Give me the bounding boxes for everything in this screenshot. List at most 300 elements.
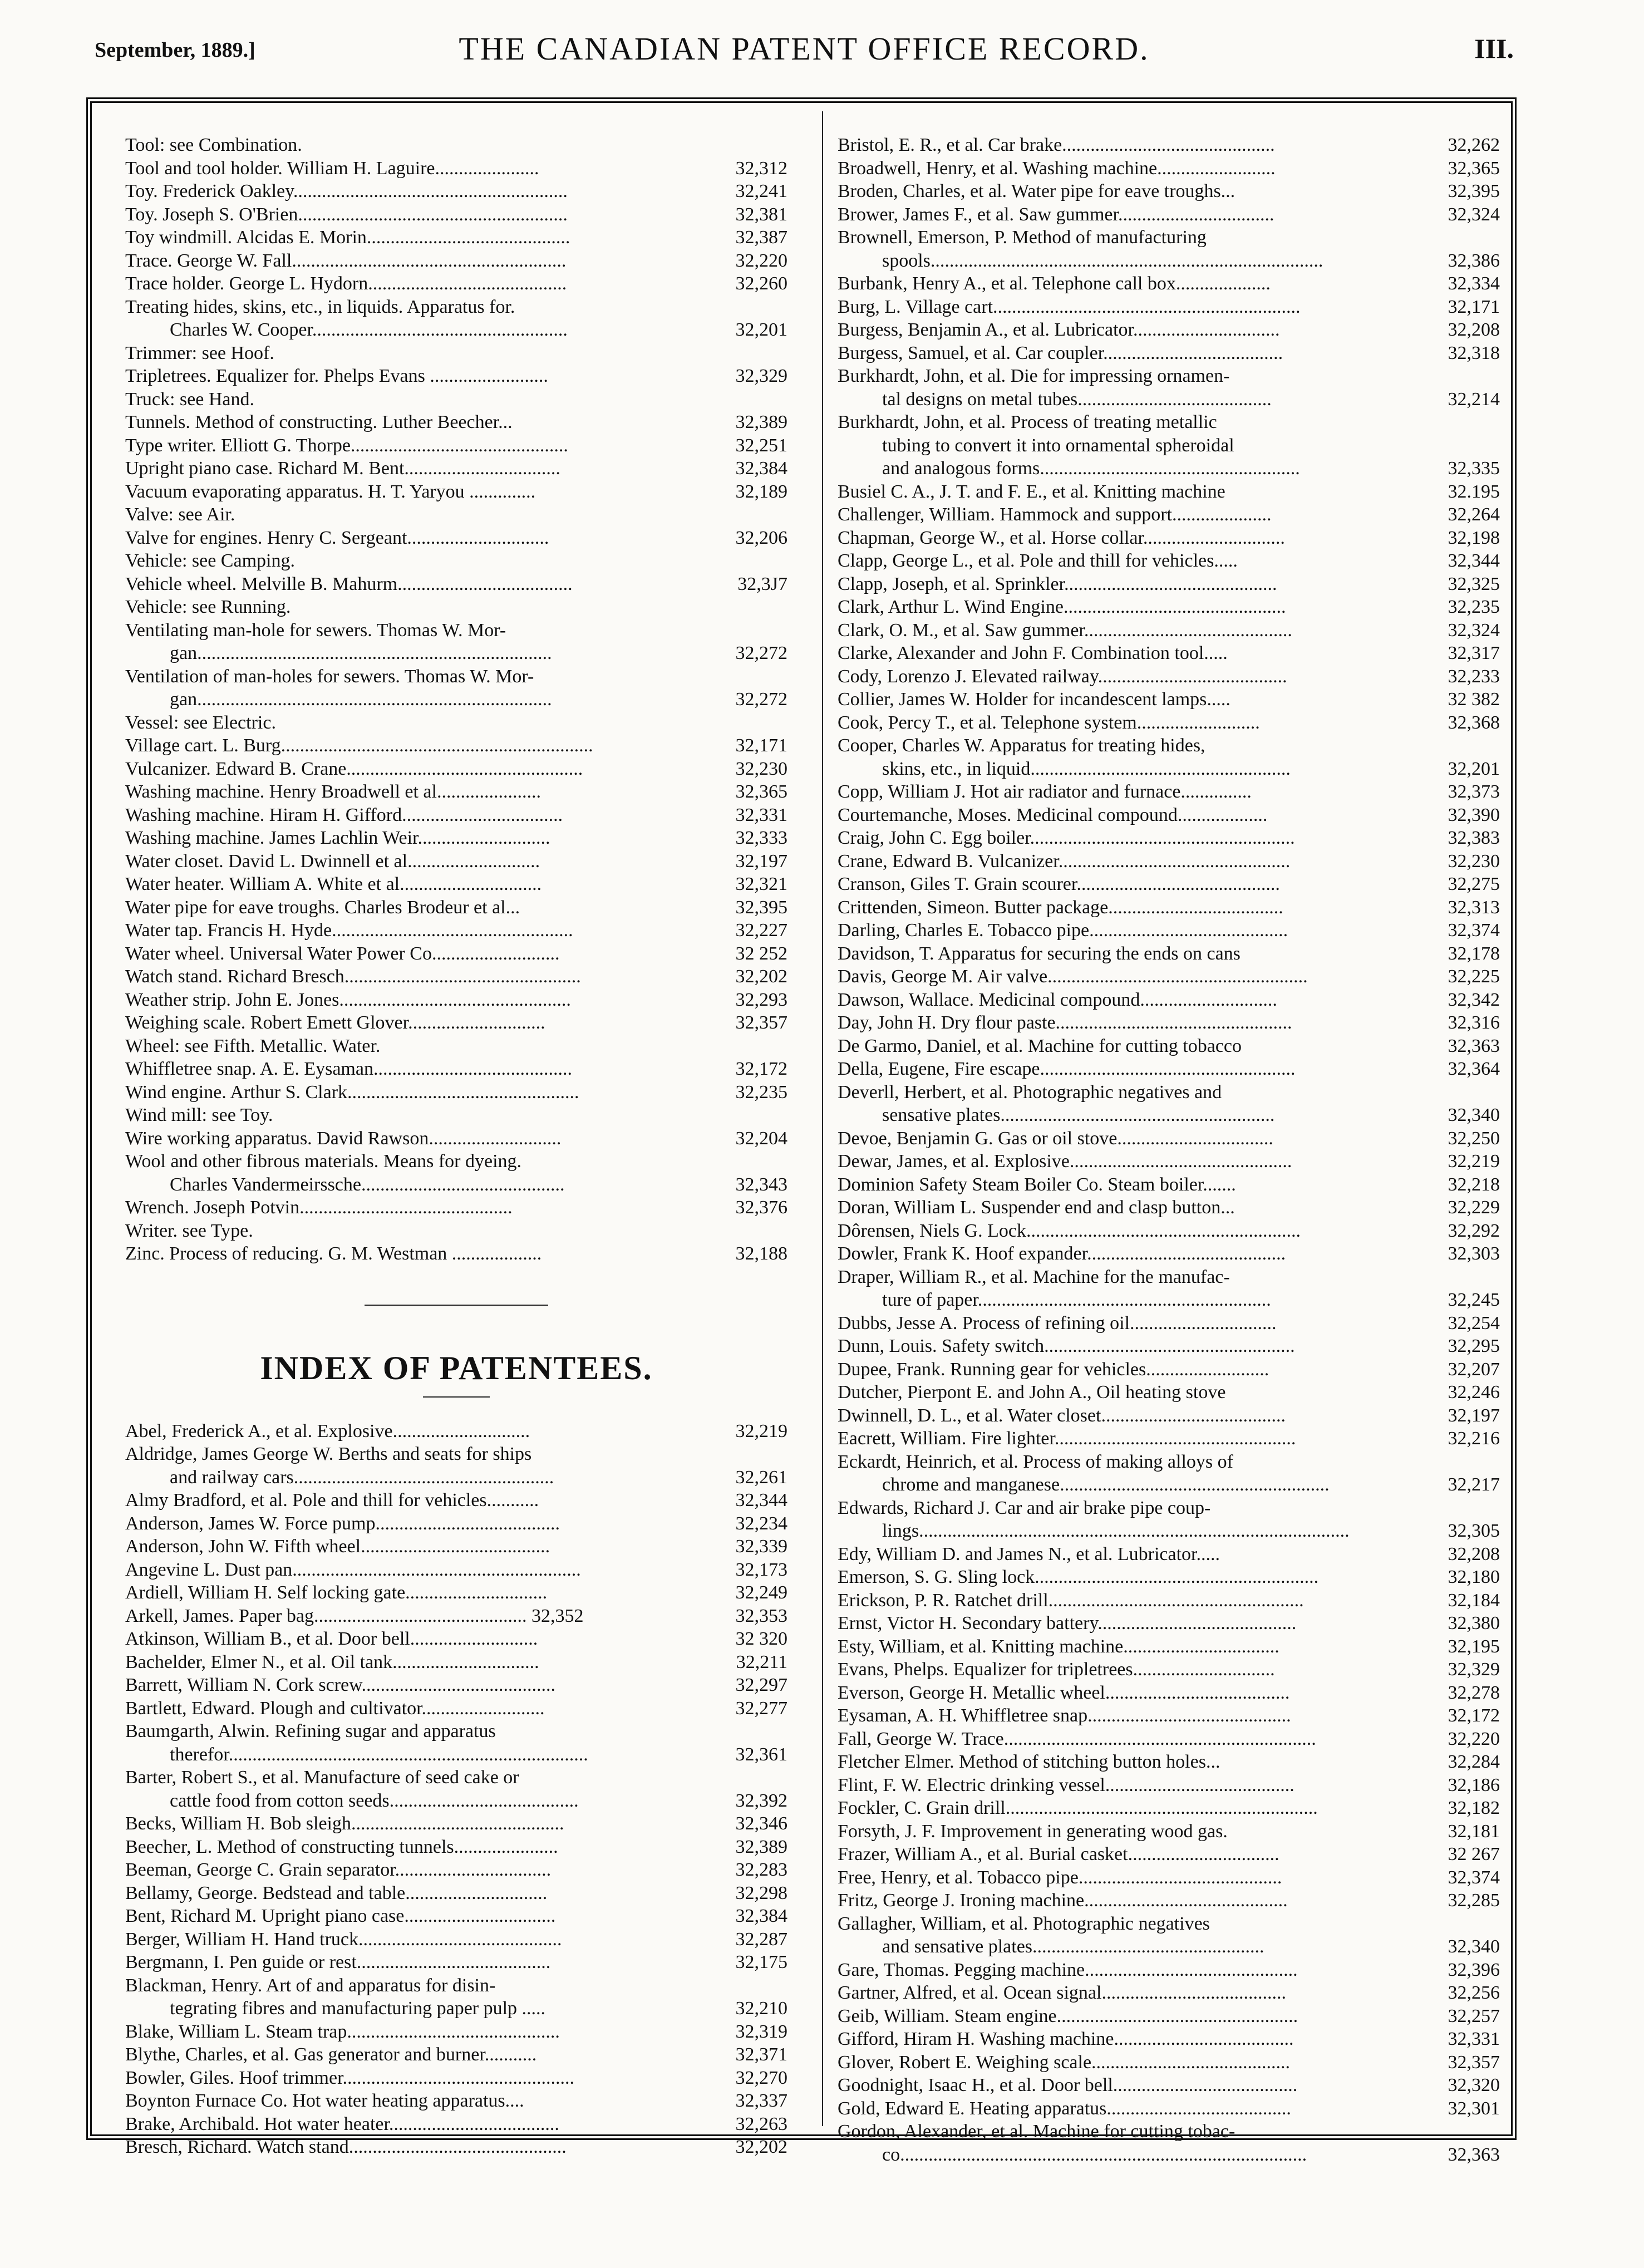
- list-item: [838, 1681, 1500, 1705]
- entry-text: Writer. see Type.: [125, 1220, 253, 1241]
- patent-number: 32,344: [1448, 550, 1500, 571]
- patent-number: 32,384: [735, 458, 787, 479]
- list-item: [838, 873, 1500, 896]
- list-item: [125, 1743, 787, 1767]
- list-item: [125, 1081, 787, 1104]
- list-item: [125, 1766, 787, 1789]
- patent-number: 32,339: [735, 1536, 787, 1557]
- entry-text: Ernst, Victor H. Secondary battery..........................................: [838, 1613, 1297, 1634]
- entry-text: Evans, Phelps. Equalizer for tripletrees..............................: [838, 1659, 1275, 1680]
- entry-text: Draper, William R., et al. Machine for the manufac-: [838, 1266, 1230, 1287]
- patent-number: 32,3J7: [737, 573, 787, 594]
- entry-text: Cody, Lorenzo J. Elevated railway........................................: [838, 666, 1287, 687]
- list-item: [125, 988, 787, 1012]
- list-item: [838, 2143, 1500, 2167]
- entry-text: Clapp, Joseph, et al. Sprinkler.............................................: [838, 573, 1277, 594]
- entry-text: Gartner, Alfred, et al. Ocean signal.......................................: [838, 1982, 1286, 2003]
- list-item: [125, 1997, 787, 2020]
- entry-text: Della, Eugene, Fire escape......................................................: [838, 1059, 1296, 1079]
- list-item: [125, 711, 787, 735]
- patent-number: 32.195: [1448, 481, 1500, 502]
- patent-number: [707, 1104, 787, 1127]
- list-item: [125, 1489, 787, 1512]
- entry-text: Free, Henry, et al. Tobacco pipe...........................................: [838, 1867, 1282, 1888]
- entry-text: Vehicle: see Camping.: [125, 550, 295, 571]
- entry-text: therefor............................................................................: [170, 1744, 588, 1765]
- entry-text: Dowler, Frank K. Hoof expander..........................................: [838, 1243, 1286, 1264]
- patent-number: 32,263: [735, 2113, 787, 2134]
- patent-number: 32,363: [1448, 2144, 1500, 2165]
- patent-number: 32,396: [1448, 1959, 1500, 1980]
- entry-text: Charles W. Cooper......................................................: [170, 319, 568, 340]
- patent-number: [707, 296, 787, 319]
- entry-text: Anderson, James W. Force pump.......................................: [125, 1513, 560, 1534]
- entry-text: Gallagher, William, et al. Photographic negatives: [838, 1913, 1210, 1934]
- entry-text: Wind engine. Arthur S. Clark.................................................: [125, 1081, 579, 1103]
- list-item: [125, 1219, 787, 1243]
- list-item: [838, 1358, 1500, 1381]
- list-item: [838, 919, 1500, 942]
- entry-text: Esty, William, et al. Knitting machine.................................: [838, 1636, 1279, 1657]
- patent-number: 32,210: [735, 1998, 787, 2019]
- list-item: [838, 1981, 1500, 2005]
- patent-number: 32,225: [1448, 966, 1500, 987]
- list-item: [838, 1543, 1500, 1566]
- patent-number: 32,383: [1448, 828, 1500, 848]
- entry-text: Atkinson, William B., et al. Door bell...........................: [125, 1629, 538, 1649]
- patent-number: 32,331: [1448, 2029, 1500, 2049]
- patent-number: 32,321: [735, 874, 787, 894]
- patent-number: 32,234: [735, 1513, 787, 1534]
- right-column: [838, 134, 1500, 2166]
- patent-number: 32,292: [1448, 1220, 1500, 1241]
- patent-number: 32,260: [735, 273, 787, 294]
- list-item: [125, 1035, 787, 1058]
- patent-number: [707, 1150, 787, 1173]
- patent-number: 32,316: [1448, 1012, 1500, 1033]
- patent-number: 32,395: [1448, 181, 1500, 201]
- list-item: [125, 2067, 787, 2090]
- patent-number: 32,188: [735, 1243, 787, 1264]
- list-item: [838, 804, 1500, 827]
- entry-text: tegrating fibres and manufacturing paper pulp .....: [170, 1998, 546, 2019]
- patent-number: [707, 1035, 787, 1058]
- list-item: [125, 1196, 787, 1219]
- patent-number: 32,363: [1448, 1035, 1500, 1056]
- list-item: [838, 411, 1500, 434]
- list-item: [838, 1196, 1500, 1219]
- patent-number: 32,340: [1448, 1105, 1500, 1125]
- list-item: [125, 480, 787, 504]
- entry-text: and analogous forms.......................................................: [882, 458, 1300, 479]
- patent-number: [707, 1219, 787, 1243]
- entry-text: Baumgarth, Alwin. Refining sugar and apparatus: [125, 1721, 496, 1741]
- patent-number: 32,380: [1448, 1613, 1500, 1634]
- entry-text: Valve: see Air.: [125, 504, 235, 525]
- patent-number: 32,251: [735, 435, 787, 456]
- list-item: [838, 1774, 1500, 1797]
- entry-text: Berger, William H. Hand truck...........................................: [125, 1928, 562, 1950]
- patent-number: 32,386: [1448, 250, 1500, 271]
- patent-number: 32,214: [1448, 388, 1500, 410]
- entry-text: Dunn, Louis. Safety switch.....................................................: [838, 1336, 1295, 1356]
- list-item: [838, 711, 1500, 735]
- patent-number: 32,365: [735, 781, 787, 802]
- patent-number: 32,202: [735, 2137, 787, 2157]
- list-item: [838, 1912, 1500, 1936]
- list-item: [125, 1651, 787, 1674]
- patent-number: [1420, 734, 1500, 757]
- patent-number: 32,256: [1448, 1982, 1500, 2003]
- entry-text: Type writer. Elliott G. Thorpe..............................................: [125, 435, 568, 456]
- entry-text: Ventilating man-hole for sewers. Thomas W. Mor-: [125, 619, 506, 641]
- patent-number: 32,257: [1448, 2005, 1500, 2026]
- entry-text: Wind mill: see Toy.: [125, 1105, 273, 1125]
- patent-number: 32,317: [1448, 643, 1500, 663]
- entry-text: Boynton Furnace Co. Hot water heating apparatus....: [125, 2090, 524, 2111]
- patent-number: [707, 665, 787, 688]
- entry-text: Blake, William L. Steam trap.............................................: [125, 2021, 560, 2042]
- patent-number: 32,198: [1448, 527, 1500, 548]
- patent-number: 32,206: [735, 527, 787, 548]
- list-item: [838, 1866, 1500, 1890]
- entry-text: Cranson, Giles T. Grain scourer...........................................: [838, 874, 1280, 894]
- entry-text: Burbank, Henry A., et al. Telephone call box....................: [838, 273, 1271, 294]
- list-item: [838, 1104, 1500, 1127]
- entry-text: Vehicle: see Running.: [125, 597, 291, 617]
- entry-text: Crane, Edward B. Vulcanizer.................................................: [838, 850, 1291, 872]
- entry-text: Anderson, John W. Fifth wheel........................................: [125, 1536, 550, 1557]
- entry-text: Dawson, Wallace. Medicinal compound.............................: [838, 989, 1277, 1010]
- entry-text: Gare, Thomas. Pegging machine.............................................: [838, 1959, 1298, 1980]
- list-item: [838, 942, 1500, 966]
- patent-number: 32,217: [1448, 1474, 1500, 1495]
- list-item: [838, 1173, 1500, 1197]
- patent-number: 32 320: [735, 1629, 787, 1649]
- patent-number: [707, 134, 787, 157]
- list-item: [125, 180, 787, 203]
- patent-number: 32,295: [1448, 1336, 1500, 1356]
- entry-text: Truck: see Hand.: [125, 388, 254, 410]
- list-item: [838, 1335, 1500, 1358]
- entry-text: Water heater. William A. White et al..............................: [125, 874, 542, 894]
- entry-text: chrome and manganese.........................................................: [882, 1474, 1330, 1495]
- entry-text: Burkhardt, John, et al. Die for impressing ornamen-: [838, 366, 1230, 386]
- patent-number: [707, 711, 787, 735]
- entry-text: De Garmo, Daniel, et al. Machine for cutting tobacco: [838, 1035, 1242, 1056]
- entry-text: Goodnight, Isaac H., et al. Door bell.......................................: [838, 2075, 1298, 2095]
- patent-number: 32,233: [1448, 666, 1500, 687]
- patent-number: 32,211: [736, 1651, 787, 1672]
- patent-number: 32,283: [735, 1859, 787, 1880]
- heading-rule: [423, 1396, 490, 1398]
- entry-text: Edwards, Richard J. Car and air brake pipe coup-: [838, 1497, 1211, 1518]
- entry-text: skins, etc., in liquid.......................................................: [882, 758, 1291, 779]
- patent-number: 32,389: [735, 1836, 787, 1857]
- patent-number: 32,293: [735, 989, 787, 1010]
- list-item: [125, 826, 787, 850]
- list-item: [125, 1057, 787, 1081]
- patent-number: 32,171: [735, 735, 787, 756]
- list-item: [838, 688, 1500, 711]
- entry-text: Ventilation of man-holes for sewers. Thomas W. Mor-: [125, 666, 534, 687]
- patent-number: 32,186: [1448, 1774, 1500, 1795]
- entry-text: sensative plates..........................................................: [882, 1105, 1275, 1125]
- patent-number: 32,208: [1448, 319, 1500, 340]
- list-item: [838, 296, 1500, 319]
- entry-text: Bartlett, Edward. Plough and cultivator..........................: [125, 1698, 545, 1719]
- list-item: [838, 434, 1500, 457]
- list-item: [125, 365, 787, 388]
- list-item: [125, 1443, 787, 1466]
- entry-text: Washing machine. Henry Broadwell et al......................: [125, 781, 541, 802]
- list-item: [838, 2028, 1500, 2051]
- entry-text: Copp, William J. Hot air radiator and furnace...............: [838, 781, 1252, 802]
- list-item: [838, 249, 1500, 273]
- patent-number: 32,180: [1448, 1567, 1500, 1587]
- list-item: [838, 2074, 1500, 2097]
- list-item: [125, 619, 787, 642]
- patent-number: 32,182: [1448, 1798, 1500, 1818]
- patent-number: [1420, 1081, 1500, 1104]
- entry-text: and railway cars.......................................................: [170, 1467, 554, 1488]
- patent-number: 32,230: [735, 758, 787, 779]
- list-item: [838, 1450, 1500, 1474]
- patent-number: 32,197: [1448, 1405, 1500, 1426]
- list-item: [125, 1905, 787, 1928]
- list-item: [125, 342, 787, 365]
- entry-text: Upright piano case. Richard M. Bent.................................: [125, 458, 560, 479]
- list-item: [838, 1566, 1500, 1589]
- list-item: [838, 1935, 1500, 1959]
- entry-text: spools...................................................................................: [882, 250, 1323, 271]
- entry-text: Devoe, Benjamin G. Gas or oil stove.................................: [838, 1128, 1273, 1149]
- entry-text: Day, John H. Dry flour paste..................................................: [838, 1012, 1292, 1033]
- patent-number: 32,270: [735, 2067, 787, 2088]
- list-item: [125, 249, 787, 273]
- list-item: [838, 780, 1500, 804]
- entry-text: Wheel: see Fifth. Metallic. Water.: [125, 1035, 381, 1056]
- patent-number: [1420, 1450, 1500, 1474]
- patent-number: [1420, 1266, 1500, 1289]
- list-item: [125, 965, 787, 988]
- list-item: [125, 296, 787, 319]
- entry-text: Village cart. L. Burg..................................................................: [125, 735, 593, 756]
- patent-number: [707, 596, 787, 619]
- entry-text: Erickson, P. R. Ratchet drill......................................................: [838, 1590, 1304, 1611]
- entry-text: Fletcher Elmer. Method of stitching button holes...: [838, 1752, 1220, 1772]
- list-item: [125, 1242, 787, 1266]
- patent-number: 32,197: [735, 850, 787, 872]
- entry-text: tal designs on metal tubes.........................................: [882, 388, 1272, 410]
- entry-text: Bellamy, George. Bedstead and table..............................: [125, 1882, 548, 1903]
- patent-number: 32,374: [1448, 1867, 1500, 1888]
- patent-number: 32,395: [735, 897, 787, 918]
- patent-number: 32,172: [1448, 1705, 1500, 1726]
- entry-text: tubing to convert it into ornamental spheroidal: [882, 435, 1234, 456]
- list-item: [838, 1381, 1500, 1404]
- patent-number: 32,189: [735, 481, 787, 502]
- entry-text: Doran, William L. Suspender end and clasp button...: [838, 1197, 1235, 1218]
- list-item: [838, 850, 1500, 873]
- list-item: [838, 226, 1500, 249]
- list-item: [125, 1011, 787, 1035]
- list-item: [125, 1173, 787, 1197]
- patent-number: 32,249: [735, 1582, 787, 1603]
- list-item: [838, 757, 1500, 781]
- patent-number: 32,284: [1448, 1752, 1500, 1772]
- patent-number: 32 252: [735, 943, 787, 964]
- section-spacer: [125, 1266, 787, 1305]
- entry-text: Collier, James W. Holder for incandescent lamps.....: [838, 689, 1230, 710]
- patent-number: 32,365: [1448, 158, 1500, 179]
- list-item: [838, 573, 1500, 596]
- entry-text: Clapp, George L., et al. Pole and thill for vehicles.....: [838, 550, 1238, 571]
- list-item: [125, 411, 787, 434]
- patent-number: 32,272: [735, 643, 787, 663]
- patent-number: [707, 503, 787, 527]
- entry-text: gan...........................................................................: [170, 689, 552, 710]
- list-item: [125, 873, 787, 896]
- patent-number: 32,275: [1448, 874, 1500, 894]
- left-column: [125, 134, 787, 2159]
- list-item: [838, 1035, 1500, 1058]
- list-item: [838, 1011, 1500, 1035]
- entry-text: Crittenden, Simeon. Butter package.....................................: [838, 897, 1283, 918]
- list-item: [838, 203, 1500, 227]
- patent-number: 32,340: [1448, 1936, 1500, 1957]
- entry-text: Dutcher, Pierpont E. and John A., Oil heating stove: [838, 1382, 1226, 1403]
- list-item: [125, 1697, 787, 1720]
- entry-text: Frazer, William A., et al. Burial casket................................: [838, 1844, 1279, 1864]
- list-item: [125, 896, 787, 919]
- patent-number: 32,303: [1448, 1243, 1500, 1264]
- entry-text: Bowler, Giles. Hoof trimmer.................................................: [125, 2067, 575, 2088]
- list-item: [838, 157, 1500, 180]
- entry-text: Barrett, William N. Cork screw.........................................: [125, 1675, 555, 1695]
- list-item: [125, 780, 787, 804]
- list-item: [125, 1466, 787, 1489]
- subject-index-list: [125, 134, 787, 1266]
- patent-number: 32,361: [735, 1744, 787, 1765]
- entry-text: Fockler, C. Grain drill..................................................................: [838, 1798, 1318, 1818]
- patent-number: 32,384: [735, 1906, 787, 1926]
- entry-text: Fritz, George J. Ironing machine...........................................: [838, 1890, 1288, 1911]
- patent-number: 32,301: [1448, 2098, 1500, 2119]
- list-item: [838, 2120, 1500, 2143]
- patent-number: 32,216: [1448, 1428, 1500, 1449]
- entry-text: Bresch, Richard. Watch stand..............................................: [125, 2137, 567, 2157]
- patent-number: 32,172: [735, 1059, 787, 1079]
- patent-number: 32,320: [1448, 2075, 1500, 2095]
- patent-number: 32,254: [1448, 1312, 1500, 1334]
- entry-text: Eacrett, William. Fire lighter...................................................: [838, 1428, 1296, 1449]
- entry-text: Weighing scale. Robert Emett Glover.............................: [125, 1012, 545, 1033]
- entry-text: Zinc. Process of reducing. G. M. Westman ...................: [125, 1243, 542, 1264]
- list-item: [838, 1312, 1500, 1335]
- patent-number: 32,381: [735, 204, 787, 225]
- list-item: [838, 965, 1500, 988]
- entry-text: Water tap. Francis H. Hyde...................................................: [125, 920, 573, 941]
- patent-number: 32,202: [735, 966, 787, 987]
- entry-text: Dewar, James, et al. Explosive...............................................: [838, 1151, 1292, 1172]
- entry-text: Vehicle wheel. Melville B. Mahurm.....................................: [125, 573, 573, 594]
- entry-text: Craig, John C. Egg boiler........................................................: [838, 828, 1295, 848]
- entry-text: Weather strip. John E. Jones.................................................: [125, 989, 571, 1010]
- patent-number: 32,229: [1448, 1197, 1500, 1218]
- entry-text: Tripletrees. Equalizer for. Phelps Evans .........................: [125, 366, 548, 386]
- list-item: [838, 180, 1500, 203]
- list-item: [838, 988, 1500, 1012]
- patent-number: 32,331: [735, 804, 787, 825]
- index-heading: INDEX OF PATENTEES.: [260, 1349, 653, 1386]
- entry-text: Barter, Robert S., et al. Manufacture of seed cake or: [125, 1767, 519, 1788]
- entry-text: Water wheel. Universal Water Power Co...........................: [125, 943, 560, 964]
- list-item: [838, 1889, 1500, 1912]
- list-item: [838, 1404, 1500, 1428]
- patent-number: 32,376: [735, 1197, 787, 1218]
- entry-text: Dupee, Frank. Running gear for vehicles..........................: [838, 1359, 1269, 1380]
- patent-number: 32,272: [735, 689, 787, 710]
- list-item: [125, 2043, 787, 2067]
- patent-number: 32,219: [1448, 1151, 1500, 1172]
- entry-text: Tool: see Combination.: [125, 135, 302, 155]
- list-item: [125, 388, 787, 411]
- patent-number: 32,278: [1448, 1682, 1500, 1703]
- list-item: [125, 434, 787, 457]
- entry-text: Glover, Robert E. Weighing scale..........................................: [838, 2051, 1291, 2073]
- entry-text: Tool and tool holder. William H. Laguire......................: [125, 158, 539, 179]
- list-item: [838, 1427, 1500, 1450]
- entry-text: lings...........................................................................................: [882, 1521, 1350, 1541]
- entry-text: Bristol, E. R., et al. Car brake.............................................: [838, 135, 1275, 155]
- entry-text: Bachelder, Elmer N., et al. Oil tank...............................: [125, 1651, 539, 1672]
- patent-number: 32,335: [1448, 458, 1500, 479]
- patent-number: 32 382: [1448, 689, 1500, 710]
- entry-text: Gifford, Hiram H. Washing machine......................................: [838, 2029, 1294, 2049]
- list-item: [838, 2051, 1500, 2074]
- list-item: [838, 596, 1500, 619]
- list-item: [125, 2113, 787, 2136]
- list-item: [125, 1858, 787, 1882]
- entry-text: Wool and other fibrous materials. Means for dyeing.: [125, 1151, 522, 1172]
- patent-number: 32,373: [1448, 781, 1500, 802]
- patent-number: 32,235: [1448, 597, 1500, 617]
- patent-number: 32,230: [1448, 850, 1500, 872]
- list-item: [125, 734, 787, 757]
- entry-text: Blackman, Henry. Art of and apparatus for disin-: [125, 1975, 496, 1996]
- list-item: [125, 1127, 787, 1150]
- list-item: [125, 318, 787, 342]
- list-item: [838, 1266, 1500, 1289]
- list-item: [125, 549, 787, 573]
- entry-text: Becks, William H. Bob sleigh.............................................: [125, 1813, 564, 1834]
- list-item: [125, 527, 787, 550]
- entry-text: co......................................................................................: [882, 2144, 1307, 2165]
- patent-number: [1420, 365, 1500, 388]
- patent-number: 32,312: [735, 158, 787, 179]
- entry-text: Gordon, Alexander, et al. Machine for cutting tobac-: [838, 2121, 1236, 2142]
- entry-text: Busiel C. A., J. T. and F. E., et al. Knitting machine: [838, 481, 1225, 502]
- list-item: [125, 203, 787, 227]
- list-item: [125, 2089, 787, 2113]
- entry-text: Flint, F. W. Electric drinking vessel........................................: [838, 1774, 1294, 1795]
- patent-number: 32,374: [1448, 920, 1500, 941]
- list-item: [125, 457, 787, 480]
- entry-text: Courtemanche, Moses. Medicinal compound...................: [838, 804, 1268, 825]
- patent-number: 32,287: [735, 1928, 787, 1950]
- list-item: [125, 134, 787, 157]
